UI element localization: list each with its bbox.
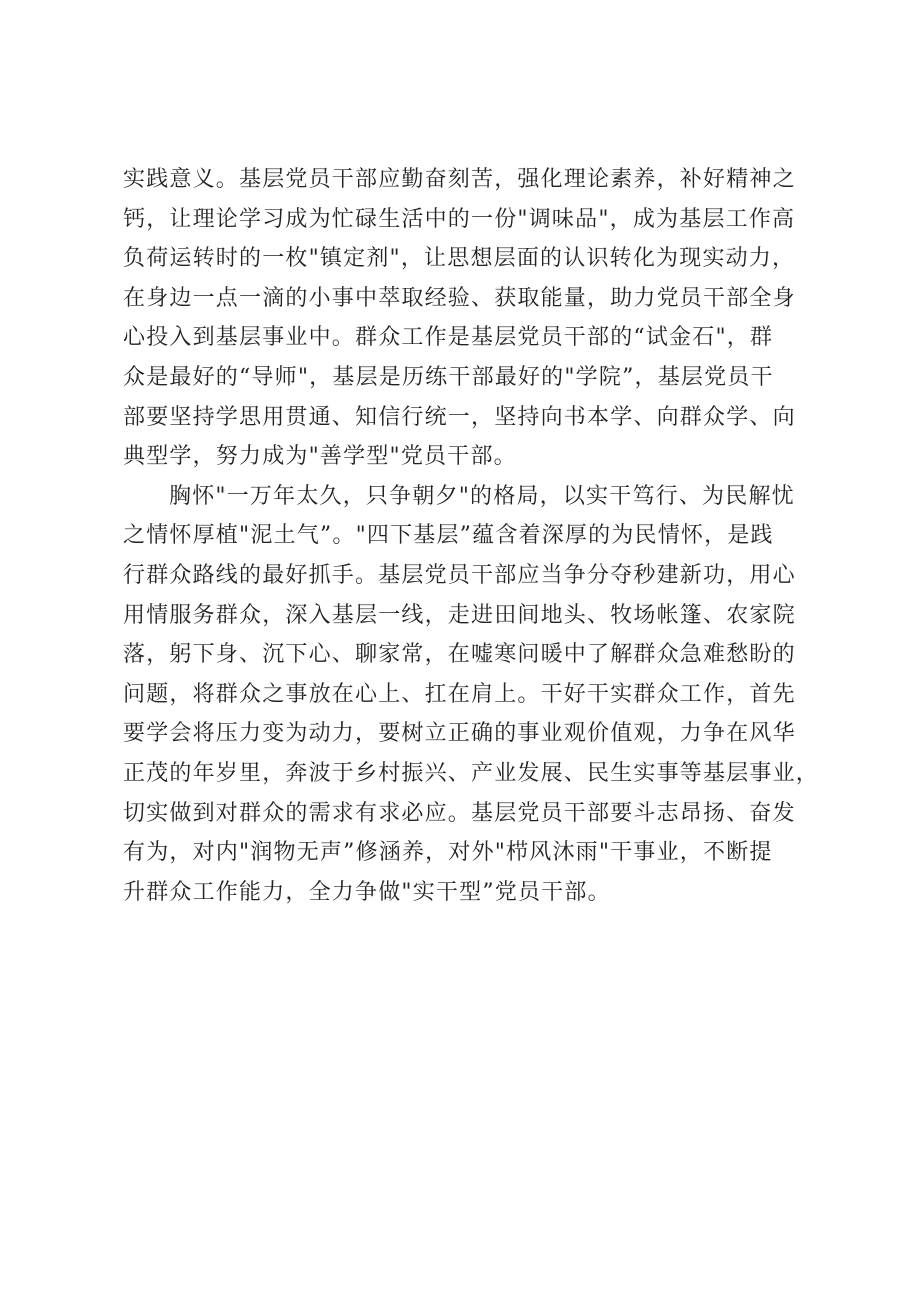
text-line: 升群众工作能力，全力争做"实干型”党员干部。 bbox=[123, 879, 611, 905]
text-line: 钙，让理论学习成为忙碌生活中的一份"调味品"，成为基层工作高 bbox=[123, 206, 796, 232]
text-line: 典型学，努力成为"善学型"党员干部。 bbox=[123, 444, 517, 470]
paragraph-1 bbox=[123, 160, 813, 477]
text-line: 问题，将群众之事放在心上、扛在肩上。干好干实群众工作，首先 bbox=[123, 681, 796, 707]
text-line: 众是最好的“导师"，基层是历练干部最好的"学院”，基层党员干 bbox=[123, 364, 774, 390]
text-line: 切实做到对群众的需求有求必应。基层党员干部要斗志昂扬、奋发 bbox=[123, 800, 796, 826]
text-line: 胸怀"一万年太久，只争朝夕"的格局，以实干笃行、为民解忧 bbox=[169, 483, 795, 509]
text-line: 要学会将压力变为动力，要树立正确的事业观价值观，力争在风华 bbox=[123, 721, 796, 747]
document-body bbox=[123, 160, 820, 912]
paragraph-2 bbox=[123, 477, 820, 913]
text-line: 落，躬下身、沉下心、聊家常，在嘘寒问暖中了解群众急难愁盼的 bbox=[123, 642, 796, 668]
text-line: 在身边一点一滴的小事中萃取经验、获取能量，助力党员干部全身 bbox=[123, 285, 796, 311]
text-line: 有为，对内"润物无声”修涵养，对外"栉风沐雨"干事业，不断提 bbox=[123, 840, 773, 866]
text-line: 行群众路线的最好抓手。基层党员干部应当争分夺秒建新功，用心 bbox=[123, 562, 796, 588]
text-line: 心投入到基层事业中。群众工作是基层党员干部的“试金石"，群 bbox=[123, 325, 774, 351]
text-line: 实践意义。基层党员干部应勤奋刻苦，强化理论素养，补好精神之 bbox=[123, 167, 796, 192]
text-line: 用情服务群众，深入基层一线，走进田间地头、牧场帐篷、农家院 bbox=[123, 602, 796, 628]
text-line: 之情怀厚植"泥土气”。"四下基层”蕴含着深厚的为民情怀，是践 bbox=[123, 523, 774, 549]
text-line: 正茂的年岁里，奔波于乡村振兴、产业发展、民生实事等基层事业， bbox=[123, 760, 820, 786]
text-line: 部要坚持学思用贯通、知信行统一，坚持向书本学、向群众学、向 bbox=[123, 404, 796, 430]
text-line: 负荷运转时的一枚"镇定剂"，让思想层面的认识转化为现实动力， bbox=[123, 246, 796, 272]
